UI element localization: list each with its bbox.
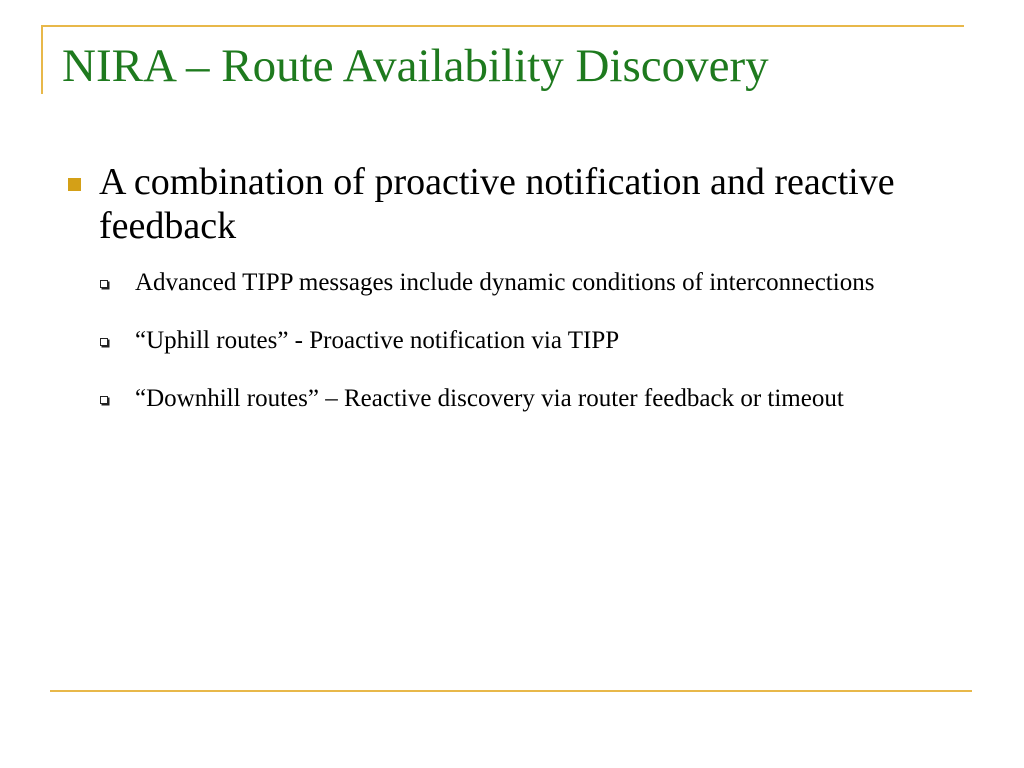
bullet-text: A combination of proactive notification and reactive feedback bbox=[99, 161, 895, 247]
top-rule bbox=[42, 25, 964, 27]
hollow-square-bullet-icon bbox=[100, 396, 108, 404]
hollow-square-bullet-icon bbox=[100, 338, 108, 346]
sub-bullet-text: Advanced TIPP messages include dynamic conditions of interconnections bbox=[135, 269, 875, 296]
hollow-square-bullet-icon bbox=[100, 280, 108, 288]
bullet-item bbox=[62, 160, 942, 248]
sub-bullet-item bbox=[62, 260, 942, 306]
slide-title: NIRA – Route Availability Discovery bbox=[62, 40, 769, 92]
left-rule bbox=[41, 25, 43, 94]
square-bullet-icon bbox=[68, 178, 81, 191]
sub-bullet-item bbox=[62, 318, 942, 364]
bottom-rule bbox=[50, 690, 972, 692]
sub-bullet-text: “Uphill routes” - Proactive notification via TIPP bbox=[135, 327, 620, 354]
sub-bullet-item bbox=[62, 376, 942, 422]
sub-bullet-text: “Downhill routes” – Reactive discovery via router feedback or timeout bbox=[135, 385, 844, 412]
slide-body bbox=[62, 160, 942, 422]
